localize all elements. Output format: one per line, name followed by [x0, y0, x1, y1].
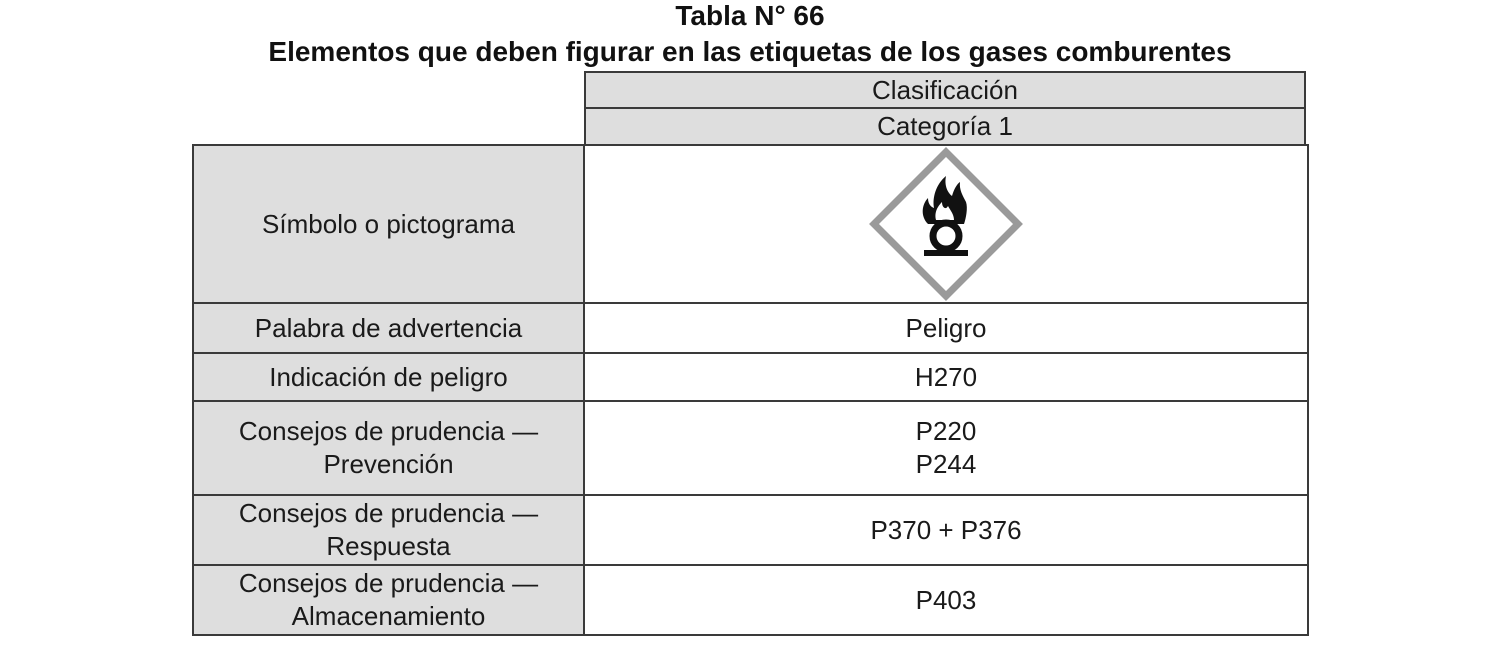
row-label-line: Prevención: [323, 449, 454, 479]
precaution-code: P244: [915, 449, 977, 479]
signal-word: Peligro: [584, 303, 1308, 353]
row-label: Símbolo o pictograma: [193, 145, 584, 303]
row-label-line: Consejos de prudencia —: [238, 568, 539, 598]
row-label-line: Consejos de prudencia —: [238, 416, 539, 446]
row-label: Indicación de peligro: [193, 353, 584, 401]
table-row: [193, 145, 1308, 303]
table-row: [193, 565, 1308, 635]
label-elements-table: [192, 144, 1309, 636]
table-title: Tabla N° 66: [675, 0, 825, 31]
row-label: Palabra de advertencia: [193, 303, 584, 353]
row-label-line: Almacenamiento: [291, 601, 486, 631]
row-label-line: Consejos de prudencia —: [238, 498, 539, 528]
precaution-code: P220: [915, 416, 977, 446]
table-subtitle: Elementos que deben figurar en las etiquetas de los gases comburentes: [268, 36, 1232, 67]
row-label: [193, 565, 584, 635]
hazard-statement: H270: [584, 353, 1308, 401]
category-header: Categoría 1: [584, 107, 1306, 146]
prevention-codes: [584, 401, 1308, 495]
row-label: [193, 401, 584, 495]
storage-codes: P403: [584, 565, 1308, 635]
table-row: [193, 303, 1308, 353]
row-label-line: Respuesta: [326, 531, 451, 561]
table-row: [193, 401, 1308, 495]
classification-header: Clasificación: [584, 71, 1306, 109]
row-label: [193, 495, 584, 565]
response-codes: P370 + P376: [584, 495, 1308, 565]
pictogram-cell: [584, 145, 1308, 303]
flame-over-circle-icon: [868, 146, 1024, 302]
table-row: [193, 495, 1308, 565]
table-row: [193, 353, 1308, 401]
